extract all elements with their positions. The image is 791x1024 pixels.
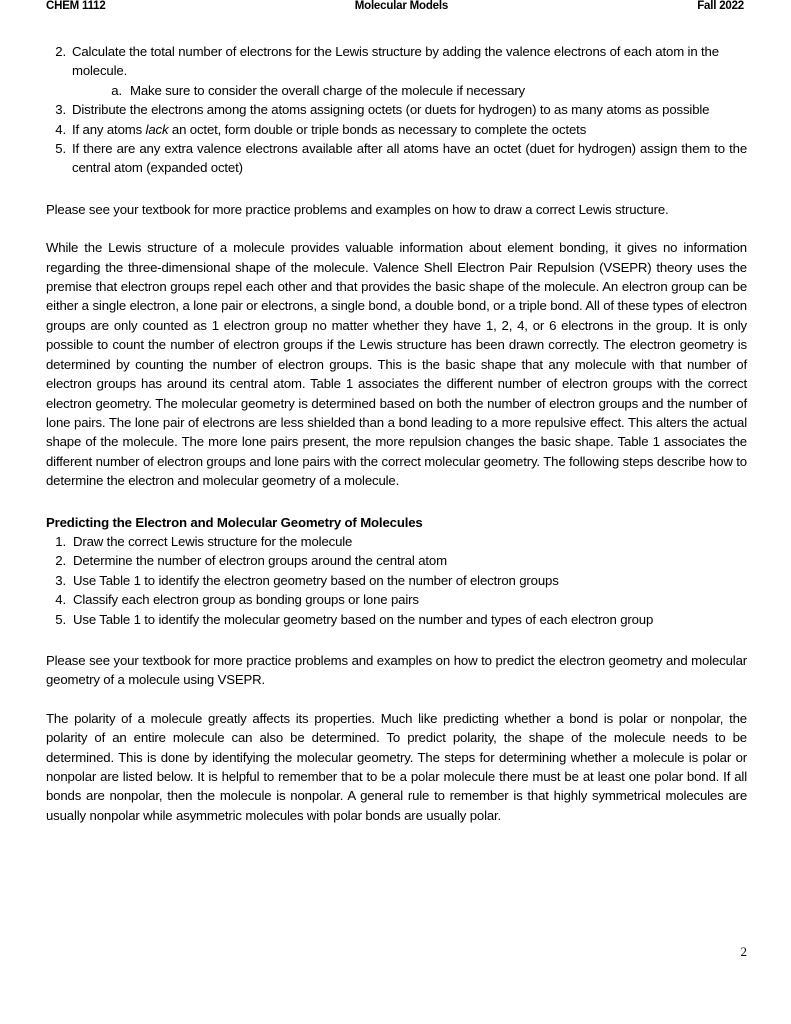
page-content (46, 42, 747, 825)
list-item (46, 120, 747, 139)
list-item (46, 532, 747, 551)
list-item-text: Draw the correct Lewis structure for the molecule (73, 533, 353, 549)
list-item-text: Calculate the total number of electrons for the Lewis structure by adding the valence electrons of each atom in the molecule. (72, 44, 719, 79)
list-marker: 4. (55, 121, 66, 137)
list-item-text: Use Table 1 to identify the electron geometry based on the number of electron groups (73, 572, 559, 588)
header-term: Fall 2022 (697, 0, 744, 12)
emphasized-term: lack (145, 121, 169, 137)
list-item (46, 42, 747, 100)
list-item (46, 610, 747, 629)
list-item-text: Classify each electron group as bonding groups or lone pairs (73, 592, 419, 608)
list-marker: 2. (55, 553, 66, 569)
header-document-title: Molecular Models (354, 0, 449, 12)
list-item-text-before-emphasis: If any atoms (72, 121, 146, 137)
lewis-substeps-list (108, 81, 747, 100)
paragraph-vsepr-overview: While the Lewis structure of a molecule provides valuable information about element bonding, it gives no information regarding the three-dimensional shape of the molecule. Valence Shell Electron Pair Repulsion (VSEPR) theory uses the premise that electron groups repel each other and that provides the basic shape of the molecule. An electron group can be either a single electron, a lone pair or electrons, a single bond, a double bond, or a triple bond. All of these types of electron groups are only counted as 1 electron group no matter whether they have 1, 2, 4, or 6 electrons in the group. It is only possible to count the number of electron groups if the Lewis structure has been drawn correctly. The electron geometry is determined by counting the number of electron groups. This is the basic shape that any molecule with that number of electron groups has around its central atom. Table 1 associates the different number of electron groups with the correct electron geometry. The molecular geometry is determined based on both the number of electron groups and the number of lone pairs. The lone pair of electrons are less shielded than a bond leading to a more repulsive effect. This alters the actual shape of the molecule. The more lone pairs present, the more repulsion changes the basic shape. Table 1 associates the different number of electron groups and lone pairs with the correct molecular geometry. The following steps describe how to determine the electron and molecular geometry of a molecule. (46, 240, 747, 489)
list-item (46, 590, 747, 609)
list-item-text: Make sure to consider the overall charge of the molecule if necessary (130, 82, 526, 98)
list-item (46, 551, 747, 570)
list-marker: 4. (55, 592, 66, 608)
page-number: 2 (740, 944, 747, 959)
paragraph-polarity: The polarity of a molecule greatly affects its properties. Much like predicting whether a bond is polar or nonpolar, the polarity of an entire molecule can also be determined. To predict polarity, the shape of the molecule needs to be determined. This is done by identifying the molecular geometry. The steps for determining whether a molecule is polar or nonpolar are listed below. It is helpful to remember that to be a polar molecule there must be at least one polar bond. If all bonds are nonpolar, then the molecule is nonpolar. A general rule to remember is that highly symmetrical molecules are usually nonpolar while asymmetric molecules with polar bonds are usually polar. (46, 710, 747, 823)
list-marker: 3. (55, 572, 66, 588)
list-marker: 5. (55, 611, 66, 627)
list-item-text: Use Table 1 to identify the molecular geometry based on the number and types of each electron group (73, 611, 654, 627)
list-item-text: Determine the number of electron groups around the central atom (73, 553, 447, 569)
geometry-steps-list (46, 532, 747, 629)
paragraph-textbook-vsepr: Please see your textbook for more practice problems and examples on how to predict the electron geometry and molecular geometry of a molecule using VSEPR. (46, 652, 747, 688)
list-marker: a. (111, 82, 122, 98)
lewis-structure-steps-list (46, 42, 747, 178)
list-marker: 3. (55, 102, 66, 118)
list-item-text-after-emphasis: an octet, form double or triple bonds as necessary to complete the octets (168, 121, 587, 137)
list-marker: 2. (55, 44, 66, 59)
list-item (108, 81, 747, 100)
section-heading-predicting-geometry: Predicting the Electron and Molecular Geometry of Molecules (46, 514, 423, 530)
list-item (46, 571, 747, 590)
list-item-text: Distribute the electrons among the atoms assigning octets (or duets for hydrogen) to as many atoms as possible (72, 102, 710, 118)
spacer (46, 178, 747, 200)
header-course-code: CHEM 1112 (46, 0, 106, 12)
spacer (46, 690, 747, 709)
list-item (46, 100, 747, 119)
list-marker: 5. (55, 141, 66, 157)
spacer (46, 629, 747, 651)
list-marker: 1. (55, 533, 66, 549)
running-header (0, 0, 791, 12)
spacer (46, 491, 747, 513)
spacer (46, 219, 747, 238)
list-item (46, 139, 747, 178)
paragraph-textbook-lewis: Please see your textbook for more practice problems and examples on how to draw a correct Lewis structure. (46, 201, 669, 217)
list-item-text: If there are any extra valence electrons available after all atoms have an octet (duet for hydrogen) assign them to the central atom (expanded octet) (72, 141, 747, 176)
list-item-text (72, 120, 747, 139)
